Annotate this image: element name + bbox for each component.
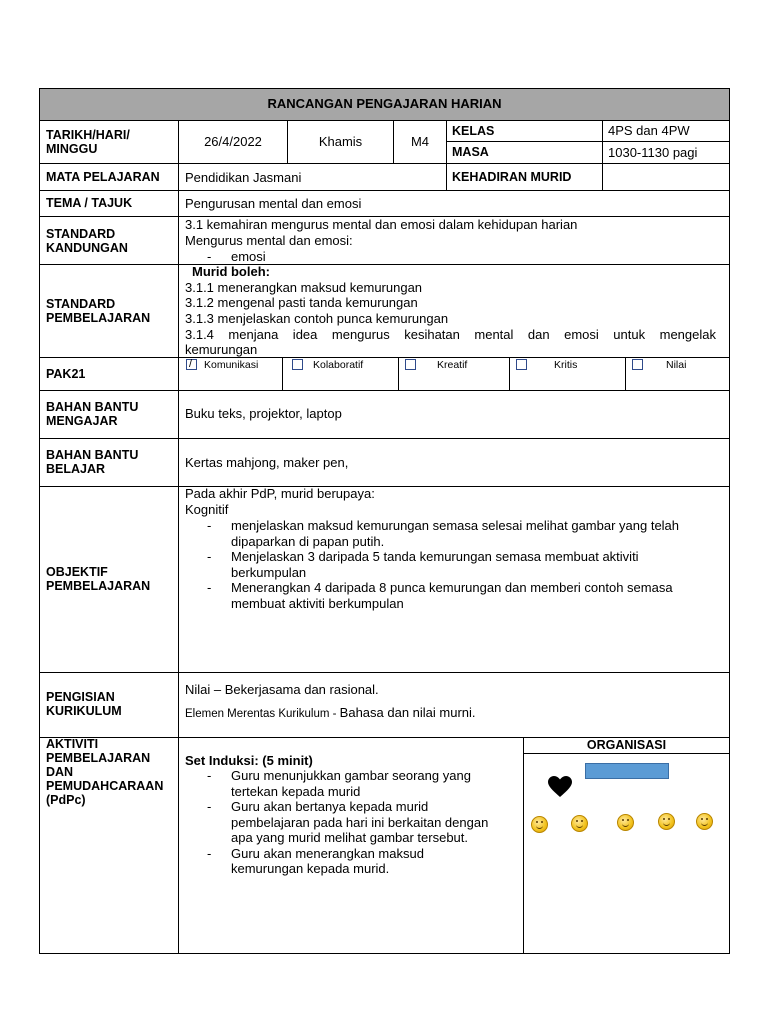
pak21-label: PAK21 [46, 367, 86, 381]
sk-bullet-item: - emosi [185, 249, 266, 265]
pak21-option: Nilai [666, 359, 687, 371]
smiley-icon [658, 813, 675, 830]
objektif-intro: Pada akhir PdP, murid berupaya: [185, 486, 375, 501]
date-value: 26/4/2022 [204, 134, 262, 149]
objektif-item: - menjelaskan maksud kemurungan semasa selesai melihat gambar yang telah dipaparkan di papan putih. [185, 518, 679, 549]
bahan-belajar-value: Kertas mahjong, maker pen, [185, 455, 349, 470]
whiteboard-rect [585, 763, 669, 779]
objektif-item: - Menerangkan 4 daripada 8 punca kemurungan dan memberi contoh semasa membuat aktiviti berkumpulan [185, 580, 679, 611]
aktiviti-item: - Guru akan menerangkan maksud kemurungan kepada murid. [185, 846, 488, 877]
sp-intro: Murid boleh: [192, 264, 270, 279]
sp-item: 3.1.1 menerangkan maksud kemurungan [185, 280, 423, 295]
checkbox-kritis[interactable] [516, 359, 527, 370]
objektif-label: OBJEKTIF PEMBELAJARAN [46, 565, 151, 593]
smiley-icon [531, 816, 548, 833]
smiley-icon [571, 815, 588, 832]
pak21-option: Kolaboratif [313, 359, 364, 371]
kehadiran-label: KEHADIRAN MURID [452, 170, 572, 184]
heart-icon [548, 776, 572, 798]
sp-item: 3.1.4 menjana idea mengurus kesihatan mental dan emosi untuk mengelak [185, 327, 716, 342]
sk-bullet [185, 249, 266, 265]
pengisian-nilai: Nilai – Bekerjasama dan rasional. [185, 682, 379, 697]
bahan-mengajar-value: Buku teks, projektor, laptop [185, 406, 342, 421]
bahan-belajar-label: BAHAN BANTU BELAJAR [46, 448, 139, 476]
objektif-domain: Kognitif [185, 502, 229, 517]
sp-item: kemurungan [185, 342, 258, 357]
sk-line1: 3.1 kemahiran mengurus mental dan emosi dalam kehidupan harian [185, 217, 578, 232]
day-value: Khamis [318, 134, 363, 149]
aktiviti-item: - Guru menunjukkan gambar seorang yang tertekan kepada murid [185, 768, 488, 799]
emk-value: Bahasa dan nilai murni. [339, 705, 476, 720]
tarikh-label: TARIKH/HARI/ MINGGU [46, 128, 130, 156]
standard-kandungan-label: STANDARD KANDUNGAN [46, 227, 128, 255]
tema-label: TEMA / TAJUK [46, 196, 133, 210]
checkbox-kreatif[interactable] [405, 359, 416, 370]
masa-value: 1030-1130 pagi [608, 145, 698, 160]
pak21-option: Komunikasi [204, 359, 259, 371]
pak21-option: Kritis [554, 359, 578, 371]
aktiviti-item: - Guru akan bertanya kepada murid pembelajaran pada hari ini berkaitan dengan apa yang murid melihat gambar tersebut. [185, 799, 488, 846]
objektif-list [185, 518, 679, 611]
week-value: M4 [410, 134, 430, 149]
pengisian-emk [185, 705, 476, 723]
aktiviti-list [185, 768, 488, 877]
kelas-value: 4PS dan 4PW [608, 123, 690, 138]
pak21-option: Kreatif [437, 359, 468, 371]
emk-prefix: Elemen Merentas Kurikulum - [185, 708, 340, 720]
smiley-icon [696, 813, 713, 830]
masa-label: MASA [452, 145, 489, 159]
mata-pelajaran-value: Pendidikan Jasmani [185, 170, 302, 185]
objektif-item: - Menjelaskan 3 daripada 5 tanda kemurungan semasa membuat aktiviti berkumpulan [185, 549, 679, 580]
checkbox-kolaboratif[interactable] [292, 359, 303, 370]
aktiviti-label: AKTIVITI PEMBELAJARAN DAN PEMUDAHCARAAN (PdPc) [46, 737, 164, 807]
kelas-label: KELAS [452, 124, 495, 138]
tema-value: Pengurusan mental dan emosi [185, 196, 362, 211]
smiley-icon [617, 814, 634, 831]
aktiviti-heading: Set Induksi: (5 minit) [185, 753, 313, 768]
sp-item: 3.1.3 menjelaskan contoh punca kemurungan [185, 311, 449, 326]
sk-line2: Mengurus mental dan emosi: [185, 233, 353, 248]
mata-pelajaran-label: MATA PELAJARAN [46, 170, 160, 184]
pengisian-label: PENGISIAN KURIKULUM [46, 690, 122, 718]
sp-item: 3.1.2 mengenal pasti tanda kemurungan [185, 295, 418, 310]
bahan-mengajar-label: BAHAN BANTU MENGAJAR [46, 400, 139, 428]
page-title: RANCANGAN PENGAJARAN HARIAN [267, 96, 502, 111]
checkbox-nilai[interactable] [632, 359, 643, 370]
check-mark: / [189, 358, 193, 370]
organisasi-label: ORGANISASI [586, 738, 667, 752]
standard-pembelajaran-label: STANDARD PEMBELAJARAN [46, 297, 151, 325]
